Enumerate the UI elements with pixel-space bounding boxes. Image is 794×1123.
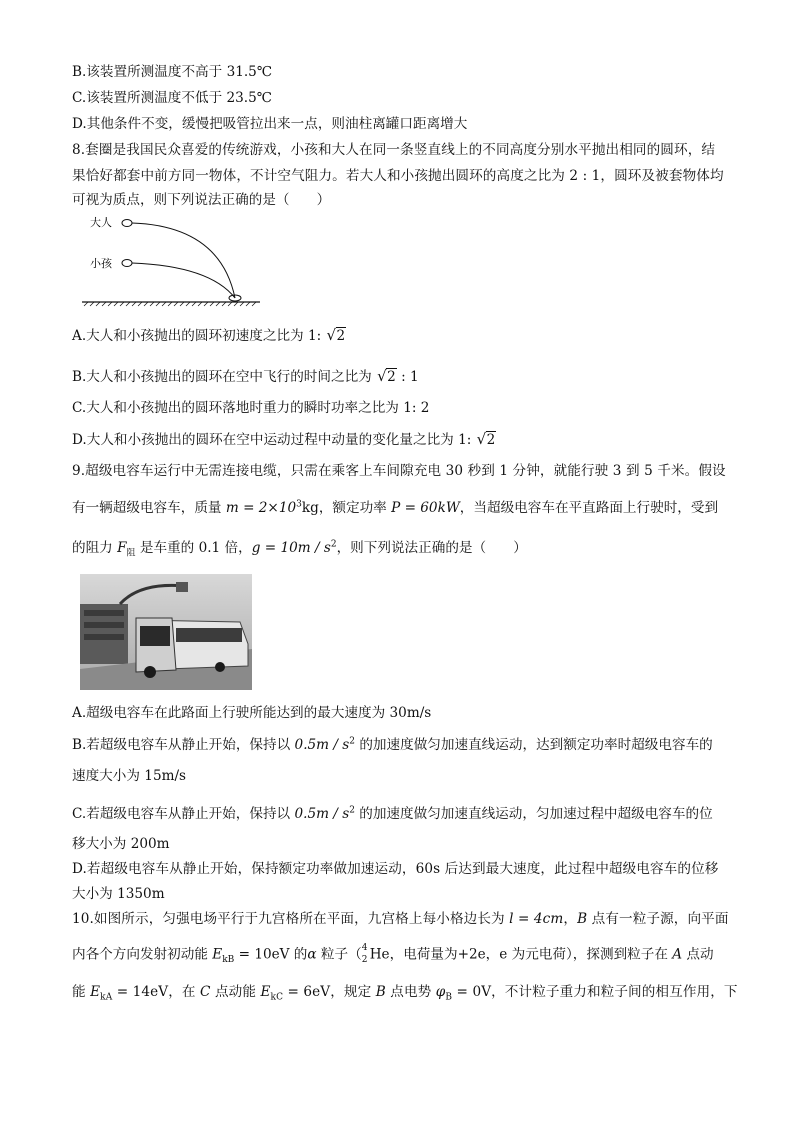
child-trajectory [132, 263, 235, 298]
q10-stem-line3: 能 $E_{kA} = 14eV$，在 C 点动能 $E_{kC} = 6eV$，规定 B 点电势 $\varphi_B = 0V$，不计粒子重力和粒子间的相互作用，下 [72, 984, 738, 1003]
q9-option-c-line1: C.若超级电容车从静止开始，保持以 $0.5m / s^2$ 的加速度做匀加速直线运动，匀加速过程中超级电容车的位 [72, 805, 713, 822]
child-ring-icon [122, 260, 132, 267]
q9-option-b-line2: 速度大小为 15m/s [72, 768, 187, 784]
q10-stem-line2: 内各个方向发射初动能 $E_{kB} = 10eV$ 的α 粒子（ 4 2 He，电荷量为+2e，e 为元电荷），探测到粒子在 A 点动 [72, 943, 714, 966]
q9-option-d-line2: 大小为 1350m [72, 886, 165, 902]
q7-option-d: D.其他条件不变，缓慢把吸管拉出来一点，则油柱离罐口距离增大 [72, 116, 468, 132]
q10-stem-line1: 10.如图所示，匀强电场平行于九宫格所在平面，九宫格上每小格边长为 l = 4cm，B 点有一粒子源，向平面 [72, 911, 729, 927]
q9-option-b-line1: B.若超级电容车从静止开始，保持以 $0.5m / s^2$ 的加速度做匀加速直线运动，达到额定功率时超级电容车的 [72, 736, 713, 753]
child-label: 小孩 [90, 257, 112, 270]
q9-stem-line3: 的阻力 $F_阻$ 是车重的 0.1 倍，$g = 10m / s^2$，则下列说法正确的是（ ） [72, 539, 527, 559]
adult-label: 大人 [90, 216, 112, 229]
adult-ring-icon [122, 220, 132, 227]
nuclide-indices: 4 2 [361, 943, 368, 965]
q7-option-c: C.该装置所测温度不低于 23.5℃ [72, 90, 272, 106]
ground-hatch [84, 302, 256, 306]
q8-option-a: A.大人和小孩抛出的圆环初速度之比为 1: √ 2 [72, 326, 346, 344]
sqrt-symbol: √ 2 [476, 430, 496, 448]
adult-trajectory [132, 223, 235, 298]
q8-option-c: C.大人和小孩抛出的圆环落地时重力的瞬时功率之比为 1: 2 [72, 400, 430, 416]
q8-option-d: D.大人和小孩抛出的圆环在空中运动过程中动量的变化量之比为 1: √ 2 [72, 430, 496, 448]
sqrt-symbol: √ 2 [377, 367, 396, 385]
q8-stem-line2: 果恰好都套中前方同一物体，不计空气阻力。若大人和小孩抛出圆环的高度之比为 2 : 1，圆环及被套物体均 [72, 168, 724, 184]
q9-option-d-line1: D.若超级电容车从静止开始，保持额定功率做加速运动，60s 后达到最大速度，此过程中超级电容车的位移 [72, 861, 719, 877]
q9-stem-line1: 9.超级电容车运行中无需连接电缆，只需在乘客上车间隙充电 30 秒到 1 分钟，就能行驶 3 到 5 千米。假设 [72, 463, 726, 479]
q9-option-a: A.超级电容车在此路面上行驶所能达到的最大速度为 30m/s [72, 705, 432, 721]
q8-stem-line1: 8.套圈是我国民众喜爱的传统游戏，小孩和大人在同一条竖直线上的不同高度分别水平抛出相同的圆环，结 [72, 142, 716, 158]
ring-toss-diagram [80, 212, 265, 307]
q8-option-b: B.大人和小孩抛出的圆环在空中飞行的时间之比为 √ 2 : 1 [72, 367, 419, 385]
q7-option-b: B.该装置所测温度不高于 31.5℃ [72, 64, 273, 80]
q9-stem-line2: 有一辆超级电容车，质量 $m = 2\times 10^3kg$，额定功率 P = 60kW，当超级电容车在平直路面上行驶时，受到 [72, 499, 719, 516]
q8-stem-line3: 可视为质点，则下列说法正确的是（ ） [72, 192, 331, 208]
q9-option-c-line2: 移大小为 200m [72, 836, 170, 852]
sqrt-symbol: √ 2 [326, 326, 346, 344]
super-capacitor-bus-photo [80, 574, 252, 690]
